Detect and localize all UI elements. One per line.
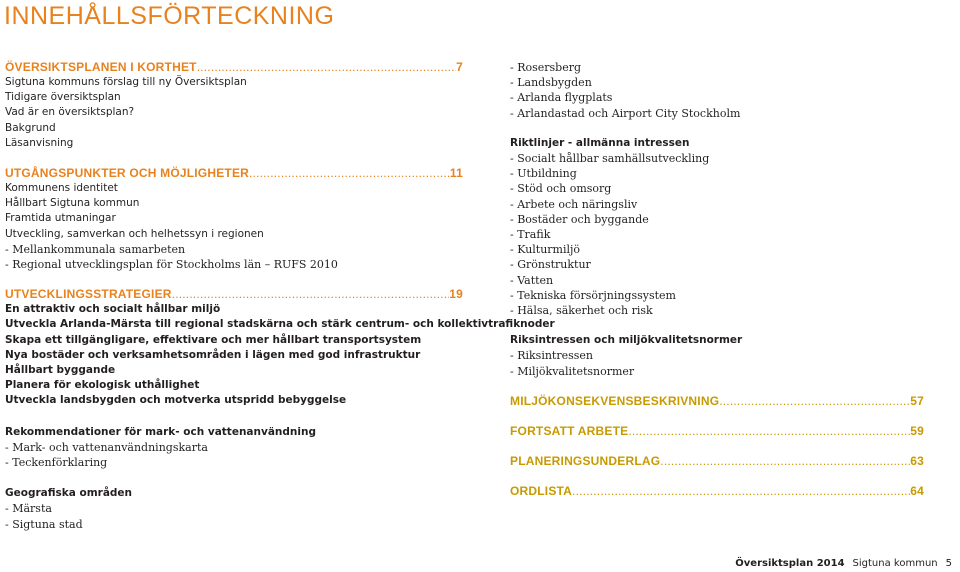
list-item: Utveckla Arlanda-Märsta till regional stadskärna och stärk centrum- och kollektivtrafiknoder <box>5 318 555 331</box>
list-item: En attraktiv och socialt hållbar miljö <box>5 303 221 316</box>
list-item: - Utbildning <box>510 167 577 181</box>
toc-page: 59 <box>910 423 924 438</box>
list-item: Hållbart byggande <box>5 364 116 377</box>
list-item: - Mellankommunala samarbeten <box>5 242 186 256</box>
list-item: - Kulturmiljö <box>510 243 581 257</box>
list-item: Planera för ekologisk uthållighet <box>5 379 200 392</box>
list-item: - Bostäder och byggande <box>510 212 649 226</box>
list-item: Nya bostäder och verksamhetsområden i lägen med god infrastruktur <box>5 348 421 361</box>
toc-entry[interactable] <box>5 287 463 302</box>
section-heading: Riksintressen och miljökvalitetsnormer <box>510 334 743 347</box>
list-item: Bakgrund <box>5 121 56 134</box>
list-item: - Tekniska försörjningssystem <box>510 288 676 302</box>
list-item: - Arlandastad och Airport City Stockholm <box>510 106 741 120</box>
list-item: - Vatten <box>510 273 554 287</box>
toc-entry[interactable] <box>510 454 924 469</box>
toc-page: 63 <box>910 453 924 468</box>
toc-entry[interactable] <box>510 394 924 409</box>
footer-page-number: 5 <box>945 558 952 569</box>
list-item: Framtida utmaningar <box>5 212 116 225</box>
toc-page: 11 <box>449 166 463 181</box>
list-item: Läsanvisning <box>5 136 74 149</box>
list-item: - Socialt hållbar samhällsutveckling <box>510 152 710 166</box>
list-item: - Arbete och näringsliv <box>510 197 638 211</box>
list-item: - Märsta <box>5 502 52 516</box>
toc-leader <box>660 454 910 469</box>
section-heading: Geografiska områden <box>5 487 133 500</box>
list-item: - Miljökvalitetsnormer <box>510 364 635 378</box>
toc-label: ÖVERSIKTSPLANEN I KORTHET <box>5 60 197 74</box>
list-item: - Rosersberg <box>510 61 582 74</box>
toc-leader <box>572 484 910 499</box>
list-item: - Sigtuna stad <box>5 517 83 531</box>
list-item: Kommunens identitet <box>5 182 118 195</box>
footer-org: Sigtuna kommun <box>852 558 938 569</box>
toc-leader <box>172 287 450 302</box>
list-item: - Grönstruktur <box>510 258 591 272</box>
toc-label: MILJÖKONSEKVENSBESKRIVNING <box>510 393 720 408</box>
toc-page: 19 <box>449 287 463 302</box>
right-column <box>510 60 924 499</box>
list-item: Utveckling, samverkan och helhetssyn i regionen <box>5 227 264 240</box>
toc-leader <box>628 424 910 439</box>
spacer <box>5 272 463 287</box>
toc-entry[interactable] <box>510 424 924 439</box>
list-item: Skapa ett tillgängligare, effektivare och mer hållbart transportsystem <box>5 333 422 346</box>
spacer <box>510 318 924 333</box>
spacer <box>510 409 924 424</box>
toc-label: UTGÅNGSPUNKTER OCH MÖJLIGHETER <box>5 166 250 181</box>
toc-page: 64 <box>910 483 924 498</box>
toc-label: UTVECKLINGSSTRATEGIER <box>5 287 172 302</box>
spacer <box>510 379 924 394</box>
spacer <box>5 151 463 166</box>
spacer <box>510 121 924 136</box>
toc-page: 57 <box>910 393 924 408</box>
list-item: Utveckla landsbygden och motverka utspridd bebyggelse <box>5 394 347 407</box>
list-item: - Riksintressen <box>510 349 593 363</box>
list-item: - Arlanda flygplats <box>510 91 613 105</box>
spacer <box>5 409 463 425</box>
list-item: Sigtuna kommuns förslag till ny Översiktsplan <box>5 76 247 88</box>
spacer <box>5 470 463 486</box>
list-item: - Landsbygden <box>510 76 592 90</box>
list-item: - Hälsa, säkerhet och risk <box>510 304 653 318</box>
toc-leader <box>197 60 456 75</box>
list-item: - Regional utvecklingsplan för Stockholms län – RUFS 2010 <box>5 258 338 272</box>
list-item: Tidigare översiktsplan <box>5 91 121 104</box>
toc-label: FORTSATT ARBETE <box>510 423 629 438</box>
list-item: - Stöd och omsorg <box>510 182 612 196</box>
toc-entry[interactable] <box>5 166 463 181</box>
footer-doc-title: Översiktsplan 2014 <box>735 558 845 569</box>
toc-label: PLANERINGSUNDERLAG <box>510 453 661 468</box>
list-item: Vad är en översiktsplan? <box>5 106 135 119</box>
list-item: - Trafik <box>510 228 551 242</box>
toc-page: 7 <box>456 60 463 74</box>
list-item: - Mark- och vattenanvändningskarta <box>5 440 208 454</box>
section-heading: Riktlinjer - allmänna intressen <box>510 136 690 149</box>
spacer <box>510 439 924 454</box>
list-item: Hållbart Sigtuna kommun <box>5 197 140 210</box>
page-title: INNEHÅLLSFÖRTECKNING <box>4 2 335 30</box>
page-footer <box>735 558 960 569</box>
toc-label: ORDLISTA <box>510 483 573 498</box>
toc-entry[interactable] <box>510 484 924 499</box>
section-heading: Rekommendationer för mark- och vattenanvändning <box>5 425 316 438</box>
toc-entry[interactable] <box>5 60 463 75</box>
list-item: - Teckenförklaring <box>5 456 108 470</box>
toc-leader <box>719 394 910 409</box>
spacer <box>510 469 924 484</box>
toc-leader <box>249 166 450 181</box>
